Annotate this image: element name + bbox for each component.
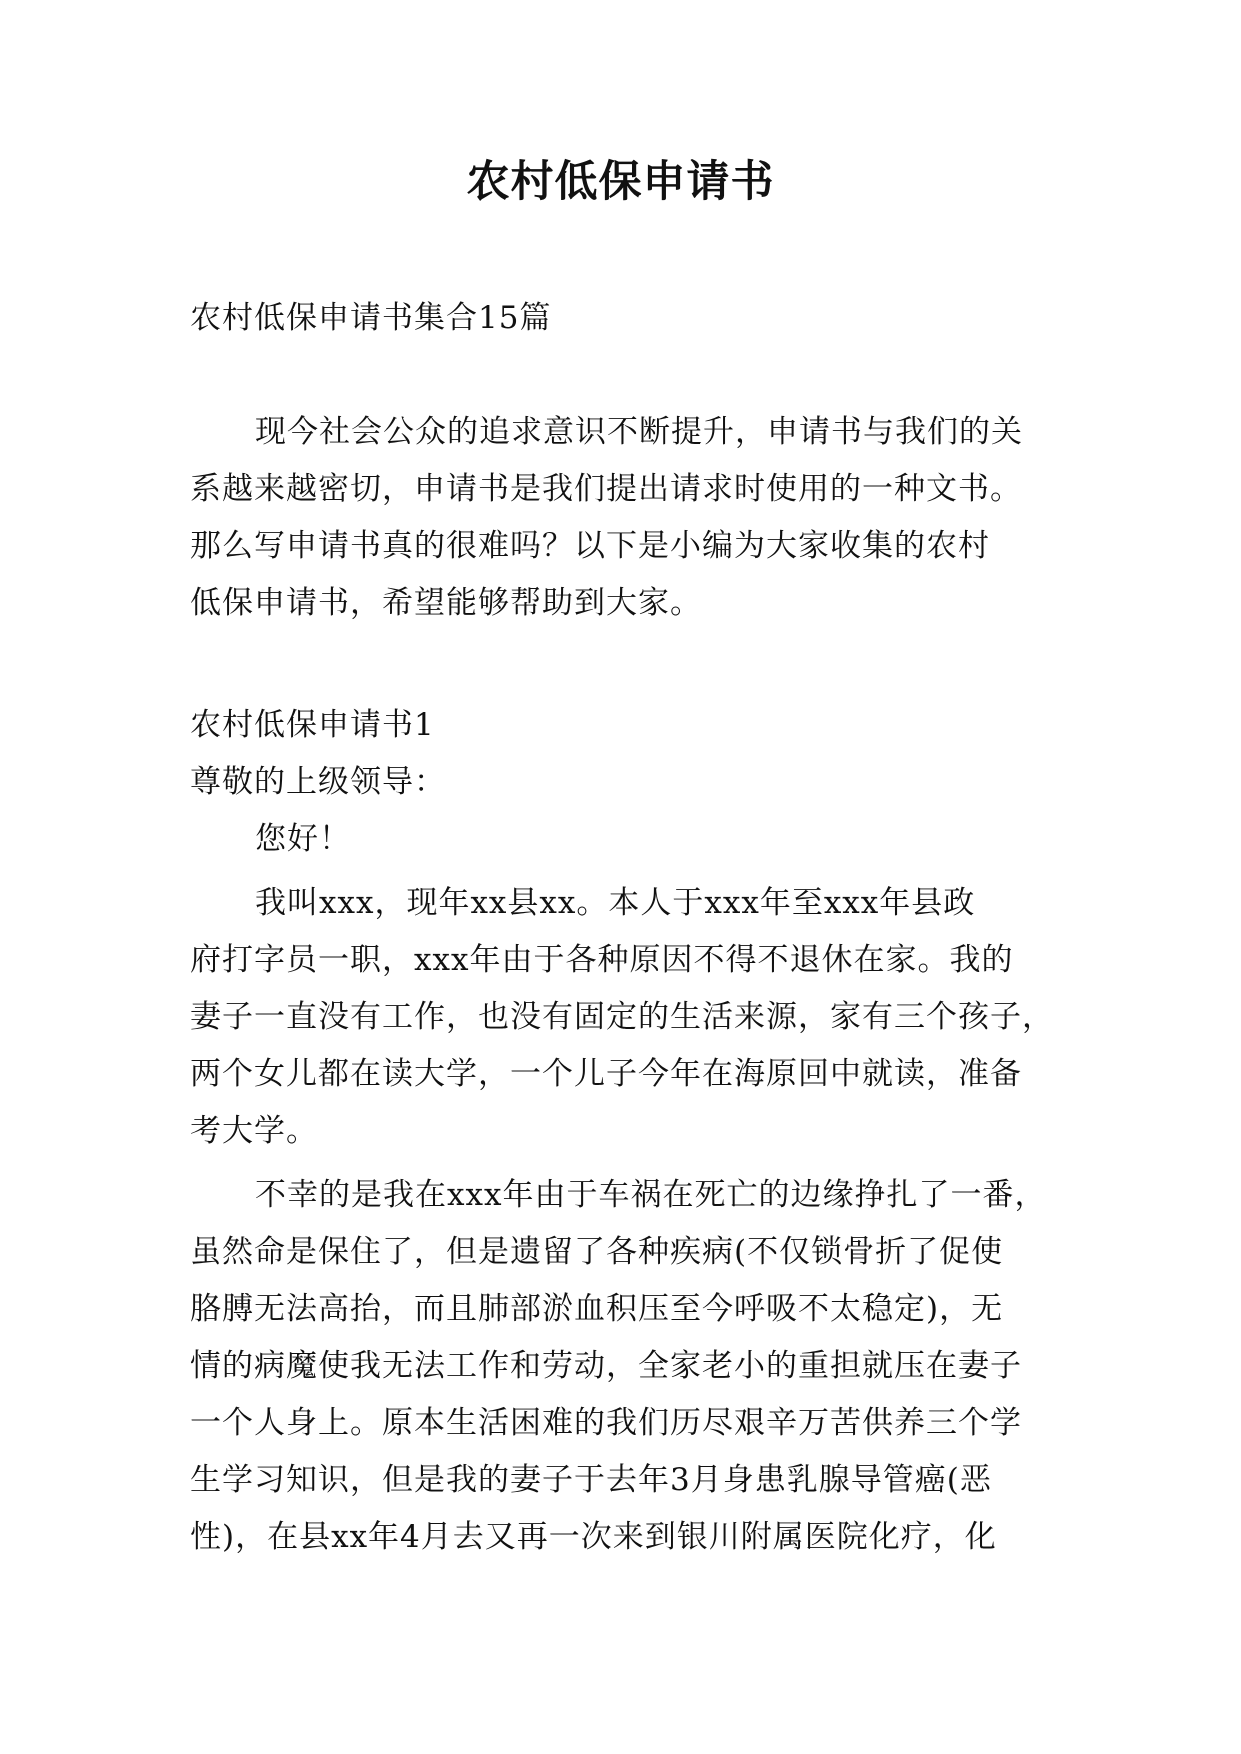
greeting: 您好！	[255, 821, 351, 857]
intro-line: 那么写申请书真的很难吗？以下是小编为大家收集的农村	[190, 528, 990, 564]
body-line: 我叫xxx，现年xx县xx。本人于xxx年至xxx年县政	[255, 885, 976, 921]
document-title: 农村低保申请书	[466, 157, 775, 207]
body-line: 府打字员一职，xxx年由于各种原因不得不退休在家。我的	[190, 942, 1014, 978]
document-subtitle: 农村低保申请书集合15篇	[190, 300, 552, 336]
body-line: 两个女儿都在读大学，一个儿子今年在海原回中就读，准备	[190, 1056, 1022, 1092]
body-line: 性)，在县xx年4月去又再一次来到银川附属医院化疗，化	[190, 1519, 997, 1555]
intro-line: 系越来越密切，申请书是我们提出请求时使用的一种文书。	[190, 471, 1022, 507]
body-line: 一个人身上。原本生活困难的我们历尽艰辛万苦供养三个学	[190, 1405, 1022, 1441]
intro-line: 现今社会公众的追求意识不断提升，申请书与我们的关	[255, 414, 1023, 450]
body-line: 虽然命是保住了，但是遗留了各种疾病(不仅锁骨折了促使	[190, 1234, 1004, 1270]
body-line: 胳膊无法高抬，而且肺部淤血积压至今呼吸不太稳定)，无	[190, 1291, 1004, 1327]
salutation: 尊敬的上级领导：	[190, 764, 446, 800]
body-line: 生学习知识，但是我的妻子于去年3月身患乳腺导管癌(恶	[190, 1462, 992, 1498]
intro-line: 低保申请书，希望能够帮助到大家。	[190, 585, 702, 621]
body-line: 情的病魔使我无法工作和劳动，全家老小的重担就压在妻子	[190, 1348, 1022, 1384]
body-line: 考大学。	[190, 1113, 318, 1149]
body-line: 妻子一直没有工作，也没有固定的生活来源，家有三个孩子，	[190, 999, 1054, 1035]
section-heading: 农村低保申请书1	[190, 707, 435, 743]
body-line: 不幸的是我在xxx年由于车祸在死亡的边缘挣扎了一番，	[255, 1177, 1047, 1213]
